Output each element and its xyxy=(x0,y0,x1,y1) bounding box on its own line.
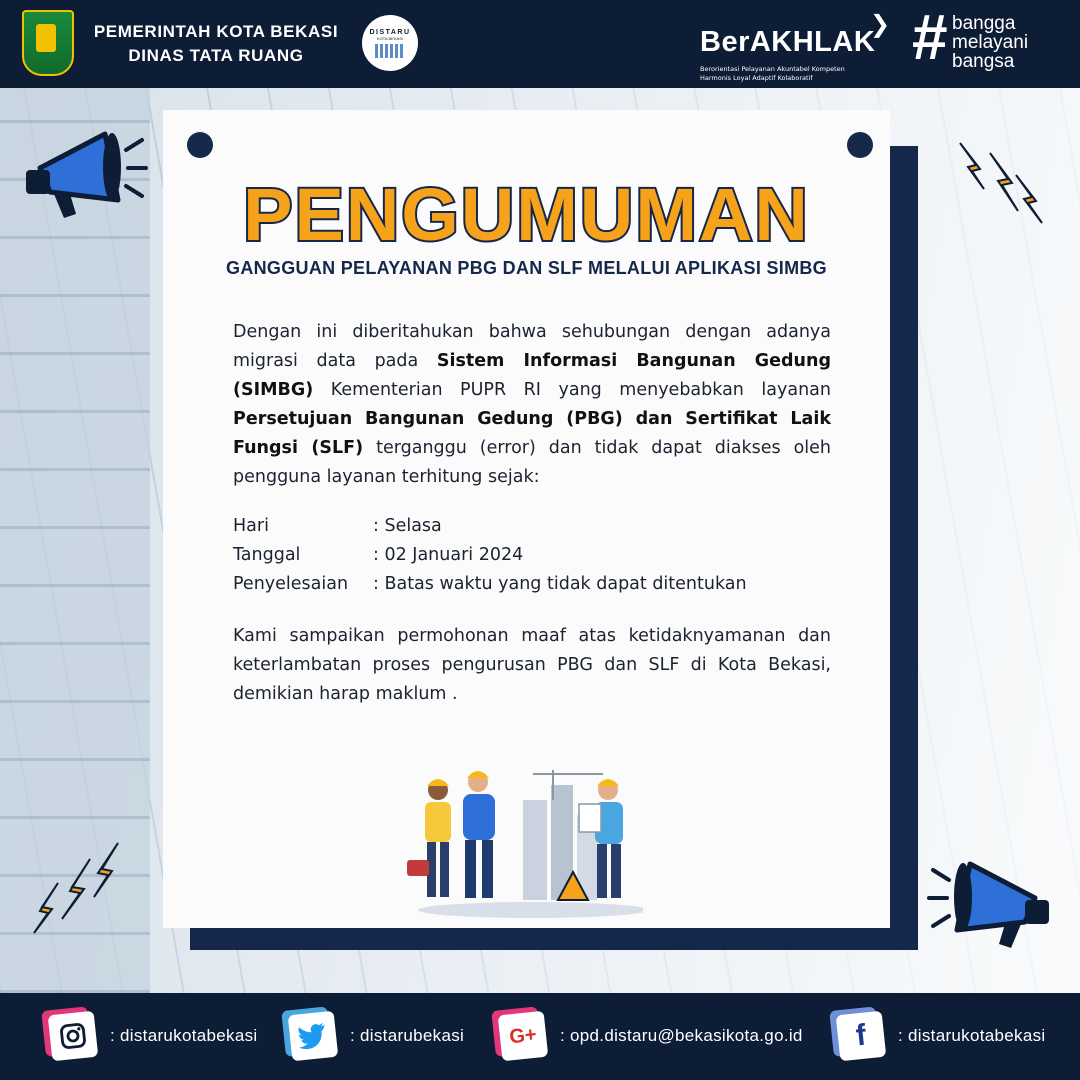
body-text: Kementerian PUPR RI yang menyebabkan layanan xyxy=(313,380,831,400)
facebook-label: f xyxy=(854,1018,868,1053)
facebook-handle[interactable]: : distarukotabekasi xyxy=(898,1026,1046,1045)
info-label: Tanggal xyxy=(233,545,301,565)
info-label: Penyelesaian xyxy=(233,574,349,594)
lightning-bolt-icon xyxy=(950,135,1050,235)
footer-bar xyxy=(0,993,1080,1080)
hashtag-icon: # xyxy=(912,1,948,73)
distaru-logo-text: DISTARU xyxy=(369,28,411,36)
berakhlak-tagline-2: Harmonis Loyal Adaptif Kolaboratif xyxy=(700,74,813,82)
bangga-melayani-bangsa-logo xyxy=(912,1,1072,78)
bekasi-crest-logo xyxy=(22,10,74,76)
twitter-icon[interactable] xyxy=(288,1011,339,1062)
info-row-hari xyxy=(233,512,833,541)
announcement-body xyxy=(233,318,831,492)
bangga-line2: melayani xyxy=(952,32,1029,53)
announcement-closing: Kami sampaikan permohonan maaf atas ketidaknyamanan dan keterlambatan proses pengurusan PBG dan SLF di Kota Bekasi, demikian harap maklum . xyxy=(233,626,831,704)
social-facebook[interactable] xyxy=(838,1011,1045,1061)
announcement-title: PENGUMUMAN xyxy=(243,173,810,256)
bangga-line1: bangga xyxy=(952,13,1016,34)
berakhlak-tagline xyxy=(700,65,910,83)
google-plus-label: G+ xyxy=(508,1023,538,1048)
email-address[interactable]: : opd.distaru@bekasikota.go.id xyxy=(560,1026,803,1045)
schedule-info xyxy=(233,512,833,599)
instagram-icon[interactable] xyxy=(48,1011,99,1062)
header-bar xyxy=(0,0,1080,88)
info-value: : 02 Januari 2024 xyxy=(373,545,524,565)
info-row-penyelesaian xyxy=(233,570,833,599)
info-label: Hari xyxy=(233,516,269,536)
lightning-bolt-icon xyxy=(28,835,138,940)
chevron-right-icon: ❯ xyxy=(870,10,891,38)
social-twitter[interactable] xyxy=(290,1011,464,1061)
megaphone-icon xyxy=(925,850,1055,960)
info-value: : Selasa xyxy=(373,516,442,536)
announcement-card xyxy=(163,110,890,928)
bangga-line3: bangsa xyxy=(952,51,1015,72)
distaru-logo-skyline xyxy=(375,44,405,58)
social-instagram[interactable] xyxy=(50,1011,257,1061)
announcement-subtitle: GANGGUAN PELAYANAN PBG DAN SLF MELALUI APLIKASI SIMBG xyxy=(226,258,827,278)
distaru-logo-sub: KOTA BEKASI xyxy=(377,35,403,41)
header-title xyxy=(80,20,352,68)
body-text: terganggu (error) dan tidak dapat diakses oleh pengguna layanan terhitung sejak: xyxy=(233,438,831,487)
megaphone-icon xyxy=(20,120,150,230)
berakhlak-word: BerAKHLAK xyxy=(700,26,876,58)
berakhlak-tagline-1: Berorientasi Pelayanan Akuntabel Kompeten xyxy=(700,65,845,73)
header-gov-line2: DINAS TATA RUANG xyxy=(128,46,304,65)
info-value: : Batas waktu yang tidak dapat ditentukan xyxy=(373,574,747,594)
body-text: Dengan ini diberitahukan bahwa sehubungan dengan adanya migrasi data pada xyxy=(233,322,831,371)
pin-icon xyxy=(187,132,213,158)
bangga-text xyxy=(952,14,1028,71)
google-plus-icon[interactable] xyxy=(498,1011,549,1062)
header-gov-line1: PEMERINTAH KOTA BEKASI xyxy=(93,22,339,41)
body-bold-simbg: Sistem Informasi Bangunan Gedung (SIMBG) xyxy=(233,351,832,400)
construction-workers-illustration xyxy=(403,760,643,920)
instagram-handle[interactable]: : distarukotabekasi xyxy=(110,1026,258,1045)
berakhlak-logo xyxy=(700,10,900,80)
pin-icon xyxy=(847,132,873,158)
info-row-tanggal xyxy=(233,541,833,570)
body-bold-pbg-slf: Persetujuan Bangunan Gedung (PBG) dan Sertifikat Laik Fungsi (SLF) xyxy=(233,409,831,458)
twitter-handle[interactable]: : distarubekasi xyxy=(350,1026,465,1045)
facebook-icon[interactable] xyxy=(836,1011,887,1062)
social-email[interactable] xyxy=(500,1011,803,1061)
distaru-logo xyxy=(362,15,418,71)
